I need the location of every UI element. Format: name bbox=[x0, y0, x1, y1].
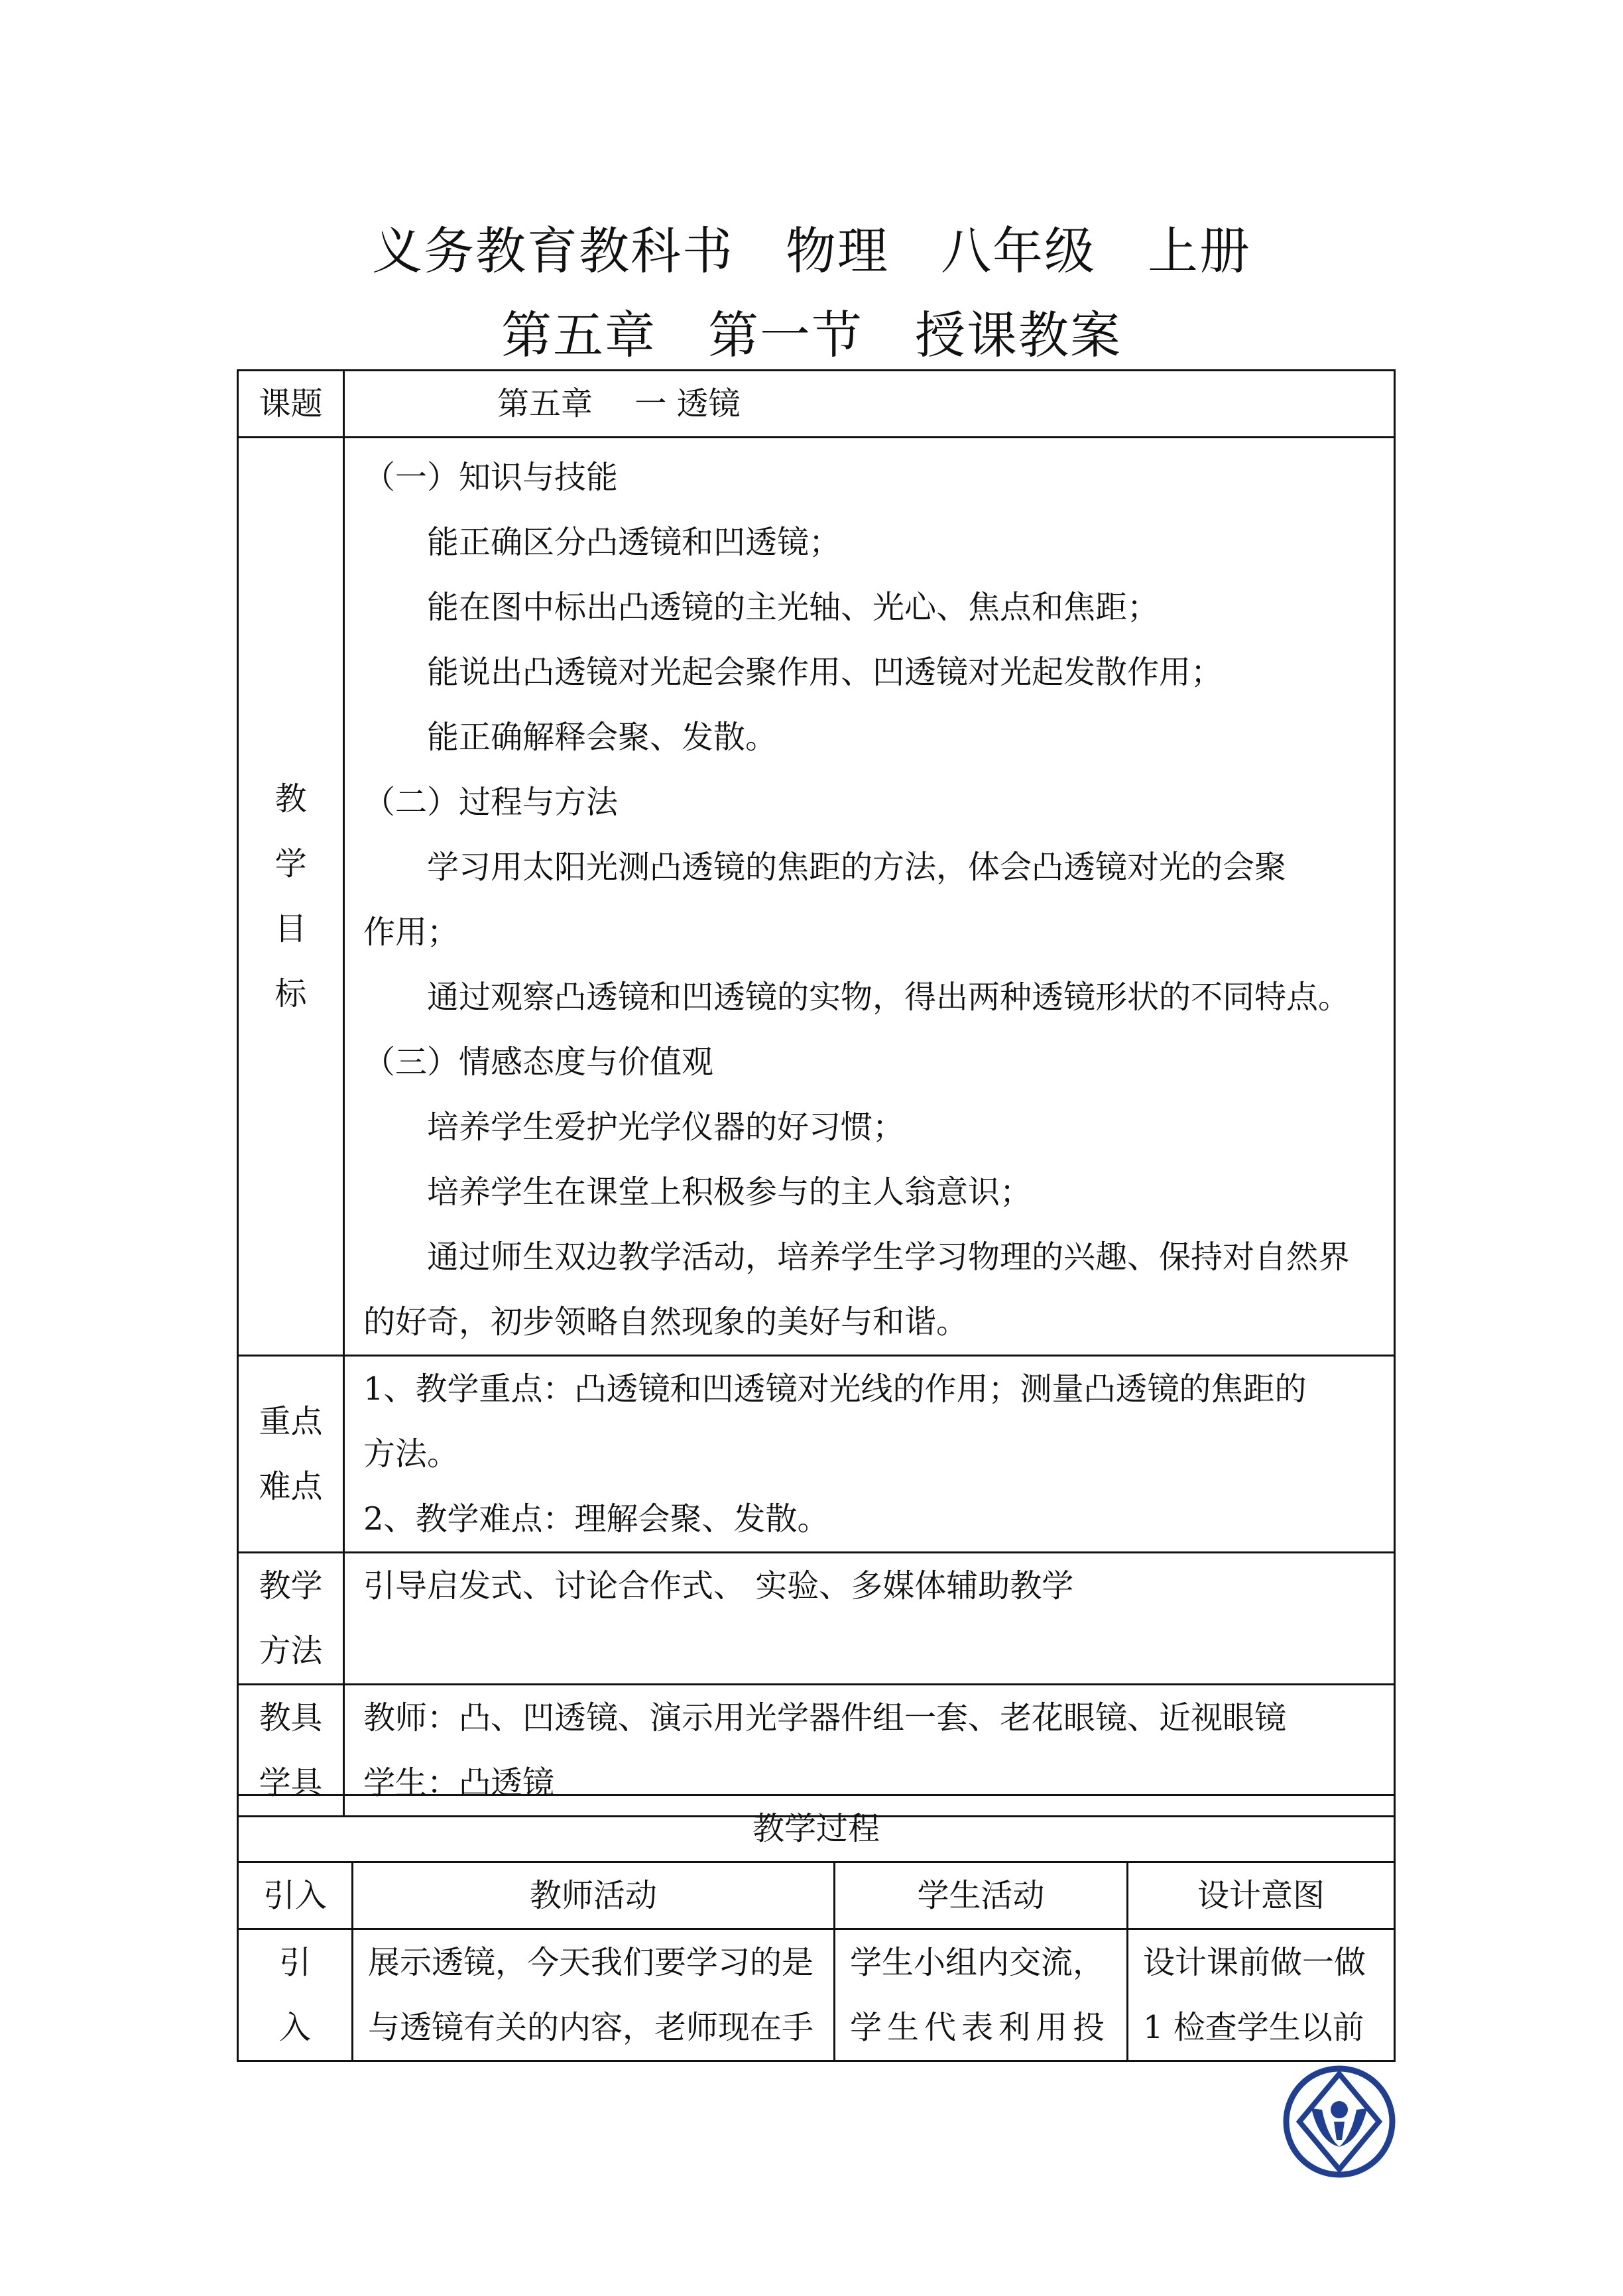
column-header-teacher: 教师活动 bbox=[529, 1877, 657, 1914]
methods-row bbox=[238, 1553, 1395, 1685]
objectives-label-char: 教 bbox=[274, 780, 307, 817]
objectives-row bbox=[238, 438, 1395, 1356]
objectives-line: 通过师生双边教学活动，培养学生学习物理的兴趣、保持对自然界 bbox=[363, 1239, 1351, 1276]
student-activity-cell bbox=[835, 1929, 1128, 2061]
process-heading-cell bbox=[238, 1795, 1395, 1862]
student-activity-line: 学生小组内交流， bbox=[850, 1944, 1105, 1981]
objectives-line: 能在图中标出凸透镜的主光轴、光心、焦点和焦距； bbox=[363, 589, 1160, 626]
column-header-intro: 引入 bbox=[263, 1877, 327, 1914]
objectives-line: （三）情感态度与价值观 bbox=[363, 1044, 714, 1081]
topic-label: 课题 bbox=[259, 385, 323, 422]
methods-line: 引导启发式、讨论合作式、 实验、多媒体辅助教学 bbox=[363, 1567, 1074, 1604]
objectives-line: （二）过程与方法 bbox=[363, 784, 619, 821]
key-points-line: 方法。 bbox=[363, 1435, 459, 1473]
teacher-activity-line: 与透镜有关的内容，老师现在手 bbox=[368, 2009, 814, 2046]
methods-label: 教学 bbox=[259, 1567, 323, 1604]
intro-label-char: 入 bbox=[278, 2009, 311, 2046]
intro-label-cell bbox=[238, 1929, 353, 2061]
column-header bbox=[1128, 1862, 1395, 1929]
objectives-line: 培养学生在课堂上积极参与的主人翁意识； bbox=[363, 1174, 1032, 1211]
student-activity-line: 学生代表利用投 bbox=[850, 2009, 1111, 2046]
topic-label-cell bbox=[238, 371, 344, 438]
design-intent-cell bbox=[1128, 1929, 1395, 2061]
process-heading: 教学过程 bbox=[752, 1810, 880, 1847]
column-header bbox=[835, 1862, 1128, 1929]
key-points-content-cell bbox=[344, 1356, 1395, 1553]
objectives-line: 能正确解释会聚、发散。 bbox=[363, 719, 778, 756]
objectives-line: 通过观察凸透镜和凹透镜的实物，得出两种透镜形状的不同特点。 bbox=[363, 979, 1351, 1016]
key-points-label: 重点 bbox=[259, 1403, 323, 1440]
objectives-label-char: 目 bbox=[274, 910, 307, 947]
objectives-content-cell bbox=[344, 438, 1395, 1356]
objectives-label-char: 学 bbox=[274, 845, 307, 882]
column-header-design: 设计意图 bbox=[1197, 1877, 1325, 1914]
column-header bbox=[238, 1862, 353, 1929]
key-points-label: 难点 bbox=[259, 1468, 323, 1505]
objectives-line: （一）知识与技能 bbox=[363, 459, 619, 496]
objectives-line: 的好奇，初步领略自然现象的美好与和谐。 bbox=[363, 1303, 969, 1341]
process-row bbox=[238, 1929, 1395, 2061]
objectives-line: 学习用太阳光测凸透镜的焦距的方法，体会凸透镜对光的会聚 bbox=[363, 849, 1287, 886]
lesson-plan-subtitle: 第五章 第一节 授课教案 bbox=[501, 306, 1122, 365]
topic-row bbox=[238, 371, 1395, 438]
key-points-label-cell bbox=[238, 1356, 344, 1553]
methods-content-cell bbox=[344, 1553, 1395, 1685]
column-header-student: 学生活动 bbox=[917, 1877, 1045, 1914]
topic-value: 第五章 一 透镜 bbox=[497, 385, 741, 422]
tools-line: 学生：凸透镜 bbox=[363, 1764, 555, 1801]
objectives-line: 能正确区分凸透镜和凹透镜； bbox=[363, 524, 841, 561]
objectives-line: 作用； bbox=[363, 914, 459, 951]
tools-label: 学具 bbox=[259, 1764, 323, 1801]
tools-line: 教师：凸、凹透镜、演示用光学器件组一套、老花眼镜、近视眼镜 bbox=[363, 1699, 1287, 1736]
key-points-line: 2、教学难点：理解会聚、发散。 bbox=[363, 1500, 829, 1538]
design-intent-line: 设计课前做一做 bbox=[1143, 1944, 1366, 1981]
teacher-activity-cell bbox=[353, 1929, 835, 2061]
key-points-row bbox=[238, 1356, 1395, 1553]
topic-value-cell bbox=[344, 371, 1395, 438]
document-title: 义务教育教科书 物理 八年级 上册 bbox=[372, 221, 1251, 280]
objectives-label-cell bbox=[238, 438, 344, 1356]
teaching-process-table bbox=[237, 1794, 1396, 2062]
process-header-row bbox=[238, 1862, 1395, 1929]
key-points-line: 1、教学重点：凸透镜和凹透镜对光线的作用；测量凸透镜的焦距的 bbox=[363, 1370, 1307, 1408]
process-heading-row bbox=[238, 1795, 1395, 1862]
objectives-label-char: 标 bbox=[274, 975, 307, 1012]
objectives-line: 培养学生爱护光学仪器的好习惯； bbox=[363, 1109, 905, 1146]
methods-label-cell bbox=[238, 1553, 344, 1685]
school-emblem-icon bbox=[1280, 2062, 1399, 2181]
tools-label: 教具 bbox=[259, 1699, 323, 1736]
lesson-info-table bbox=[237, 369, 1396, 1817]
methods-label: 方法 bbox=[259, 1632, 323, 1669]
design-intent-line: 1 检查学生以前 bbox=[1143, 2009, 1364, 2046]
column-header bbox=[353, 1862, 835, 1929]
intro-label-char: 引 bbox=[278, 1944, 311, 1981]
objectives-line: 能说出凸透镜对光起会聚作用、凹透镜对光起发散作用； bbox=[363, 654, 1223, 691]
teacher-activity-line: 展示透镜，今天我们要学习的是 bbox=[368, 1944, 814, 1981]
